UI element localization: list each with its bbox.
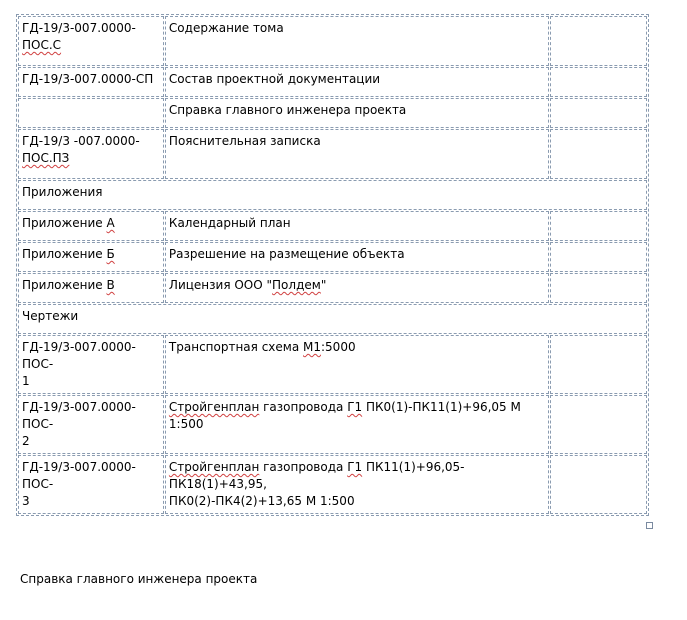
code-cell[interactable] [18, 395, 164, 454]
sheet-cell[interactable] [550, 211, 647, 241]
title-text: Стройгенплан [168, 460, 260, 474]
code-cell[interactable] [18, 335, 164, 394]
title-text: Г1 [347, 400, 363, 414]
table-row [18, 129, 647, 179]
code-text: ПОС.С [22, 38, 62, 52]
title-text: Полдем [272, 278, 321, 292]
title-text: газопровода [259, 400, 348, 414]
title-text: :5000 [321, 340, 356, 354]
contents-table [16, 14, 649, 516]
section-cell[interactable] [18, 180, 647, 210]
title-text: Г1 [347, 460, 363, 474]
code-text: Приложение [22, 278, 107, 292]
code-cell[interactable] [18, 242, 164, 272]
title-text: Стройгенплан [168, 400, 260, 414]
title-text: газопровода [259, 460, 348, 474]
title-cell[interactable] [165, 335, 549, 394]
code-text: ГД-19/3-007.0000- [22, 21, 136, 35]
code-text: ГД-19/3-007.0000-СП [22, 72, 154, 86]
sheet-cell[interactable] [550, 395, 647, 454]
sheet-cell[interactable] [550, 242, 647, 272]
code-cell[interactable] [18, 455, 164, 514]
code-text: ГД-19/3 -007.0000- [22, 134, 140, 148]
title-text: Содержание тома [168, 21, 284, 35]
title-text: Лицензия ООО " [168, 278, 273, 292]
section-row [18, 180, 647, 210]
sheet-cell[interactable] [550, 455, 647, 514]
table-resize-handle[interactable] [646, 522, 653, 529]
table-row [18, 273, 647, 303]
code-text: 1 [22, 374, 30, 388]
table-row [18, 98, 647, 128]
title-cell[interactable] [165, 395, 549, 454]
title-cell[interactable] [165, 16, 549, 66]
title-text: ПК0(2)-ПК4(2)+13,65 М 1:500 [168, 494, 355, 508]
code-letter: В [106, 278, 115, 292]
title-text: " [320, 278, 327, 292]
title-text: ПК0(1)-ПК11(1)+96,05 М 1:500 [168, 400, 521, 431]
table-row [18, 395, 647, 454]
code-text: 3 [22, 494, 30, 508]
title-text: Справка главного инженера проекта [168, 103, 407, 117]
code-letter: Б [106, 247, 115, 261]
table-row [18, 335, 647, 394]
code-text: 2 [22, 434, 30, 448]
sheet-cell[interactable] [550, 16, 647, 66]
title-text: Транспортная схема [168, 340, 303, 354]
code-cell[interactable] [18, 98, 164, 128]
title-cell[interactable] [165, 211, 549, 241]
section-row [18, 304, 647, 334]
code-cell[interactable] [18, 273, 164, 303]
title-text: ПК11(1)+96,05-ПК18(1)+43,95, [168, 460, 465, 491]
code-text: Приложение [22, 216, 107, 230]
title-cell[interactable] [165, 98, 549, 128]
table-row [18, 67, 647, 97]
code-text: ГД-19/3-007.0000-ПОС- [22, 400, 136, 431]
title-text: Календарный план [168, 216, 291, 230]
code-cell[interactable] [18, 211, 164, 241]
table-row [18, 16, 647, 66]
title-cell[interactable] [165, 455, 549, 514]
title-cell[interactable] [165, 129, 549, 179]
code-text: Приложение [22, 247, 107, 261]
section-title: Приложения [22, 185, 103, 199]
table-row [18, 211, 647, 241]
sheet-cell[interactable] [550, 129, 647, 179]
body-paragraph: Справка главного инженера проекта [20, 572, 258, 586]
title-text: М1 [303, 340, 321, 354]
sheet-cell[interactable] [550, 335, 647, 394]
table-row [18, 455, 647, 514]
code-text: ГД-19/3-007.0000-ПОС- [22, 460, 136, 491]
table-row [18, 242, 647, 272]
title-text: Состав проектной документации [168, 72, 381, 86]
sheet-cell[interactable] [550, 273, 647, 303]
title-cell[interactable] [165, 273, 549, 303]
title-text: Пояснительная записка [168, 134, 321, 148]
code-text: ГД-19/3-007.0000-ПОС- [22, 340, 136, 371]
code-text: ПОС.ПЗ [22, 151, 70, 165]
code-cell[interactable] [18, 16, 164, 66]
code-cell[interactable] [18, 129, 164, 179]
section-title: Чертежи [22, 309, 79, 323]
title-text: Разрешение на размещение объекта [168, 247, 405, 261]
code-letter: А [106, 216, 115, 230]
title-cell[interactable] [165, 242, 549, 272]
sheet-cell[interactable] [550, 67, 647, 97]
sheet-cell[interactable] [550, 98, 647, 128]
section-cell[interactable] [18, 304, 647, 334]
code-cell[interactable] [18, 67, 164, 97]
title-cell[interactable] [165, 67, 549, 97]
